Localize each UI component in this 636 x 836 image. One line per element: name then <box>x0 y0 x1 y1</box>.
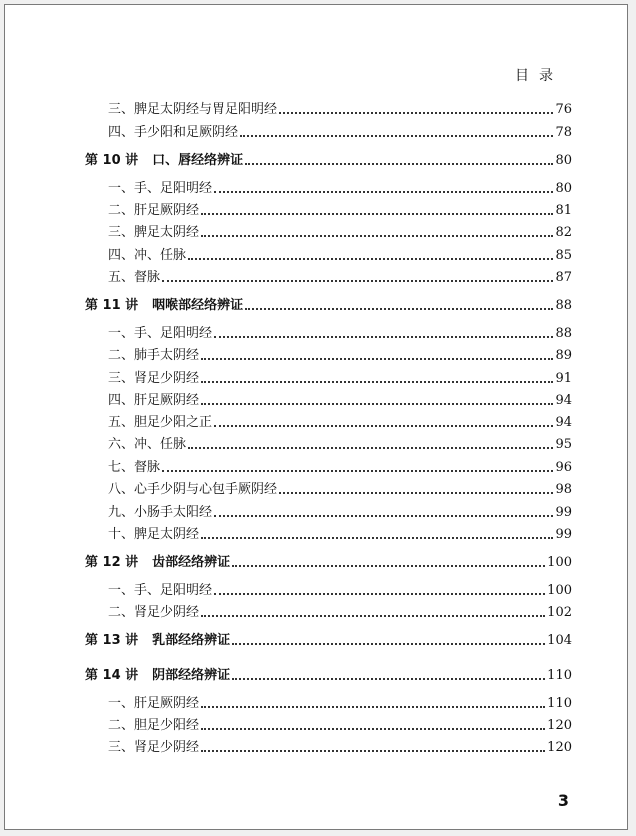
toc-chapter-label <box>85 298 243 314</box>
toc-page-number: 81 <box>555 203 572 218</box>
toc-entry-label: 七、督脉 <box>108 460 161 475</box>
toc-chapter-title: 口、唇经络辨证 <box>152 153 244 168</box>
dot-leader <box>214 191 553 193</box>
toc-entry-label: 三、脾足太阴经与胃足阳明经 <box>108 102 278 117</box>
dot-leader <box>232 678 545 680</box>
toc-entry-label: 十、脾足太阴经 <box>108 527 200 542</box>
toc-chapter-title: 齿部经络辨证 <box>152 555 231 570</box>
toc-chapter-title: 阴部经络辨证 <box>152 668 231 683</box>
toc-entry[interactable] <box>5 437 627 453</box>
toc-entry-label: 一、肝足厥阴经 <box>108 696 200 711</box>
toc-page-number: 85 <box>555 248 572 263</box>
toc-entry[interactable] <box>5 583 627 599</box>
toc-chapter[interactable] <box>5 153 627 169</box>
toc-entry-label: 六、冲、任脉 <box>108 437 187 452</box>
toc-entry-label: 四、肝足厥阴经 <box>108 393 200 408</box>
toc-entry[interactable] <box>5 203 627 219</box>
page-number: 3 <box>557 791 569 810</box>
toc-entry-label: 九、小肠手太阳经 <box>108 505 213 520</box>
dot-leader <box>201 235 553 237</box>
toc-entry[interactable] <box>5 393 627 409</box>
dot-leader <box>232 643 545 645</box>
toc-entry[interactable] <box>5 371 627 387</box>
toc-page-number: 120 <box>547 740 572 755</box>
dot-leader <box>214 336 553 338</box>
toc-chapter-number: 第 12 讲 <box>85 555 139 570</box>
toc-entry-label: 三、脾足太阴经 <box>108 225 200 240</box>
toc-entry-label: 三、肾足少阴经 <box>108 740 200 755</box>
dot-leader <box>162 280 553 282</box>
toc-chapter-number: 第 10 讲 <box>85 153 139 168</box>
toc-chapter-label <box>85 633 230 649</box>
toc-page-number: 88 <box>555 298 572 313</box>
dot-leader <box>214 515 553 517</box>
toc-chapter-number: 第 11 讲 <box>85 298 139 313</box>
toc-page-number: 80 <box>555 181 572 196</box>
toc-entry-label: 二、肺手太阴经 <box>108 348 200 363</box>
toc-page-number: 100 <box>547 555 572 570</box>
dot-leader <box>201 381 553 383</box>
toc-page-number: 120 <box>547 718 572 733</box>
toc-page-number: 99 <box>555 505 572 520</box>
toc-chapter[interactable] <box>5 668 627 684</box>
toc-entry-label: 二、胆足少阳经 <box>108 718 200 733</box>
page-header: 目录 <box>515 68 563 84</box>
toc-entry[interactable] <box>5 740 627 756</box>
toc-page-number: 104 <box>547 633 572 648</box>
dot-leader <box>201 706 545 708</box>
dot-leader <box>214 593 545 595</box>
toc-entry[interactable] <box>5 718 627 734</box>
toc-page-number: 102 <box>547 605 572 620</box>
toc-chapter-number: 第 13 讲 <box>85 633 139 648</box>
toc-page-number: 89 <box>555 348 572 363</box>
toc-entry[interactable] <box>5 348 627 364</box>
dot-leader <box>240 135 553 137</box>
dot-leader <box>201 728 545 730</box>
dot-leader <box>201 537 553 539</box>
toc-entry-label: 三、肾足少阴经 <box>108 371 200 386</box>
toc-entry-label: 二、肾足少阴经 <box>108 605 200 620</box>
dot-leader <box>201 358 553 360</box>
toc-entry-label: 五、督脉 <box>108 270 161 285</box>
toc-chapter[interactable] <box>5 555 627 571</box>
toc-entry-label: 四、手少阳和足厥阴经 <box>108 125 239 140</box>
toc-entry-label: 一、手、足阳明经 <box>108 181 213 196</box>
toc-page-number: 88 <box>555 326 572 341</box>
toc-entry[interactable] <box>5 482 627 498</box>
toc-chapter[interactable] <box>5 633 627 649</box>
dot-leader <box>279 112 553 114</box>
toc-chapter-title: 咽喉部经络辨证 <box>152 298 244 313</box>
dot-leader <box>245 308 553 310</box>
dot-leader <box>201 213 553 215</box>
toc-entry[interactable] <box>5 696 627 712</box>
toc-page-number: 100 <box>547 583 572 598</box>
toc-entry[interactable] <box>5 415 627 431</box>
toc-page-number: 94 <box>555 393 572 408</box>
toc-chapter-label <box>85 153 243 169</box>
toc-entry-label: 一、手、足阳明经 <box>108 583 213 598</box>
toc-entry[interactable] <box>5 248 627 264</box>
toc-entry[interactable] <box>5 505 627 521</box>
dot-leader <box>245 163 553 165</box>
dot-leader <box>201 615 545 617</box>
toc-page-number: 80 <box>555 153 572 168</box>
toc-chapter[interactable] <box>5 298 627 314</box>
toc-page-number: 76 <box>555 102 572 117</box>
toc-page-number: 82 <box>555 225 572 240</box>
toc-page-number: 78 <box>555 125 572 140</box>
toc-entry[interactable] <box>5 181 627 197</box>
toc-entry-label: 四、冲、任脉 <box>108 248 187 263</box>
toc-entry[interactable] <box>5 460 627 476</box>
dot-leader <box>188 258 553 260</box>
toc-page-number: 96 <box>555 460 572 475</box>
toc-entry[interactable] <box>5 326 627 342</box>
toc-entry-label: 八、心手少阴与心包手厥阴经 <box>108 482 278 497</box>
dot-leader <box>188 447 553 449</box>
dot-leader <box>201 403 553 405</box>
toc-entry-label: 一、手、足阳明经 <box>108 326 213 341</box>
toc-page-number: 110 <box>547 696 572 711</box>
toc-page-number: 94 <box>555 415 572 430</box>
dot-leader <box>232 565 545 567</box>
document-page <box>4 4 628 830</box>
dot-leader <box>214 425 553 427</box>
toc-page-number: 95 <box>555 437 572 452</box>
toc-chapter-label <box>85 668 230 684</box>
toc-entry[interactable] <box>5 102 627 118</box>
toc-page-number: 99 <box>555 527 572 542</box>
toc-chapter-title: 乳部经络辨证 <box>152 633 231 648</box>
dot-leader <box>162 470 553 472</box>
toc-page-number: 110 <box>547 668 572 683</box>
toc-entry[interactable] <box>5 125 627 141</box>
toc-page-number: 98 <box>555 482 572 497</box>
toc-chapter-number: 第 14 讲 <box>85 668 139 683</box>
toc-entry-label: 二、肝足厥阴经 <box>108 203 200 218</box>
toc-entry-label: 五、胆足少阳之正 <box>108 415 213 430</box>
toc-chapter-label <box>85 555 230 571</box>
toc-entry[interactable] <box>5 270 627 286</box>
dot-leader <box>201 750 545 752</box>
toc-entry[interactable] <box>5 225 627 241</box>
toc-entry[interactable] <box>5 605 627 621</box>
toc-entry[interactable] <box>5 527 627 543</box>
toc-page-number: 91 <box>555 371 572 386</box>
toc-page-number: 87 <box>555 270 572 285</box>
dot-leader <box>279 492 553 494</box>
